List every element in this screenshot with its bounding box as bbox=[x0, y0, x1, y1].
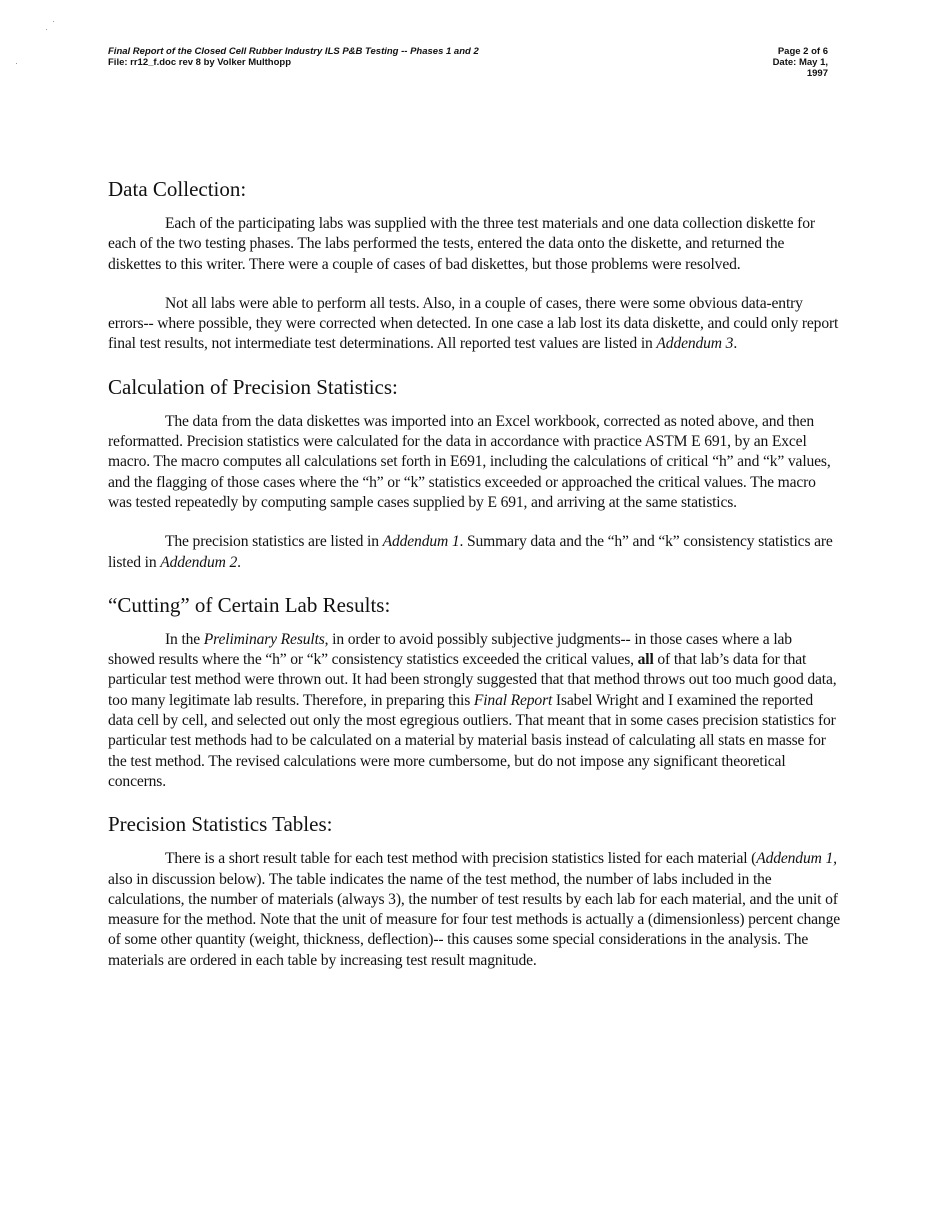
scan-speck bbox=[46, 29, 47, 30]
report-title: Final Report of the Closed Cell Rubber Industry ILS P&B Testing -- Phases 1 and 2 bbox=[108, 46, 479, 57]
paragraph-precision-tables bbox=[108, 849, 840, 971]
text-run: Isabel Wright and I examined the reported data cell by cell, and selected out only the most egregious outliers. That meant that in some cases precision statistics for particular test methods had to be calculated on a material by material basis instead of calculating all stats en masse for the test method. The revised calculations were more cumbersome, but do not impose any significant theoretical concerns. bbox=[108, 691, 836, 790]
file-info: File: rr12_f.doc rev 8 by Volker Multhopp bbox=[108, 57, 292, 68]
heading-data-collection: Data Collection: bbox=[108, 177, 247, 201]
paragraph-cutting bbox=[108, 630, 840, 792]
heading-precision-tables: Precision Statistics Tables: bbox=[108, 812, 333, 837]
running-header-left bbox=[108, 46, 479, 68]
running-header-right bbox=[752, 46, 828, 79]
text-run: The precision statistics are listed in bbox=[165, 533, 383, 551]
text-run: In the bbox=[165, 630, 204, 648]
emphasis-all: all bbox=[637, 651, 654, 669]
document-body bbox=[108, 176, 840, 990]
text-run: . Summary data and the “h” and “k” consistency statistics are listed in bbox=[108, 533, 833, 571]
page-number: Page 2 of 6 bbox=[777, 46, 828, 57]
heading-calculation: Calculation of Precision Statistics: bbox=[108, 374, 398, 399]
document-reference: Final Report bbox=[473, 691, 553, 709]
addendum-reference: Addendum 1, bbox=[756, 850, 837, 868]
report-date: Date: May 1, 1997 bbox=[772, 57, 828, 79]
paragraph-calculation-1: The data from the data diskettes was imported into an Excel workbook, corrected as noted above, and then reformatted. Precision statistics were calculated for the data in accordance with practice ASTM E 691, by an Excel macro. The macro computes all calculations set forth in E691, including the calculations of critical “h” and “k” values, and the flagging of those cases where the “h” or “k” statistics exceeded or approached the critical values. The macro was tested repeatedly by computing sample cases supplied by E 691, and arriving at the same statistics. bbox=[108, 412, 831, 511]
paragraph-data-collection-1: Each of the participating labs was supplied with the three test materials and one data collection diskette for each of the two testing phases. The labs performed the tests, entered the data onto the diskette, and returned the diskettes to this writer. There were a couple of cases of bad diskettes, but those problems were resolved. bbox=[108, 215, 815, 273]
text-run: of that lab’s data for that particular test method were thrown out. It had been strongly suggested that that method throws out too much good data, too many legitimate lab results. Therefore, in preparing this bbox=[108, 651, 837, 709]
heading-cutting: “Cutting” of Certain Lab Results: bbox=[108, 592, 391, 617]
text-run: . bbox=[237, 553, 241, 571]
paragraph-data-collection-2 bbox=[108, 294, 840, 355]
addendum-reference: Addendum 3 bbox=[656, 335, 734, 353]
scan-speck bbox=[53, 21, 54, 22]
scan-speck bbox=[16, 63, 17, 64]
addendum-reference: Addendum 2 bbox=[160, 553, 238, 571]
text-run: Not all labs were able to perform all tests. Also, in a couple of cases, there were some obvious data-entry errors-- where possible, they were corrected when detected. In one case a lab lost its data diskette, and could only report final test results, not intermediate test determinations. All reported test values are listed in bbox=[108, 294, 839, 353]
addendum-reference: Addendum 1 bbox=[382, 533, 460, 551]
text-run: also in discussion below). The table indicates the name of the test method, the number of labs included in the calculations, the number of materials (always 3), the number of test results by each lab for each material, and the unit of measure for the method. Note that the unit of measure for four test methods is actually a (dimensionless) percent change of some other quantity (weight, thickness, deflection)-- this causes some special considerations in the analysis. The materials are ordered in each table by increasing test result magnitude. bbox=[108, 870, 840, 969]
text-run: , in order to avoid possibly subjective judgments-- in those cases where a lab showed results where the “h” or “k” consistency statistics exceeded the critical values, bbox=[108, 630, 792, 669]
document-reference: Preliminary Results bbox=[203, 630, 325, 648]
text-run: . bbox=[733, 335, 738, 353]
paragraph-calculation-2 bbox=[108, 532, 840, 573]
text-run: There is a short result table for each test method with precision statistics listed for each material ( bbox=[165, 850, 757, 868]
